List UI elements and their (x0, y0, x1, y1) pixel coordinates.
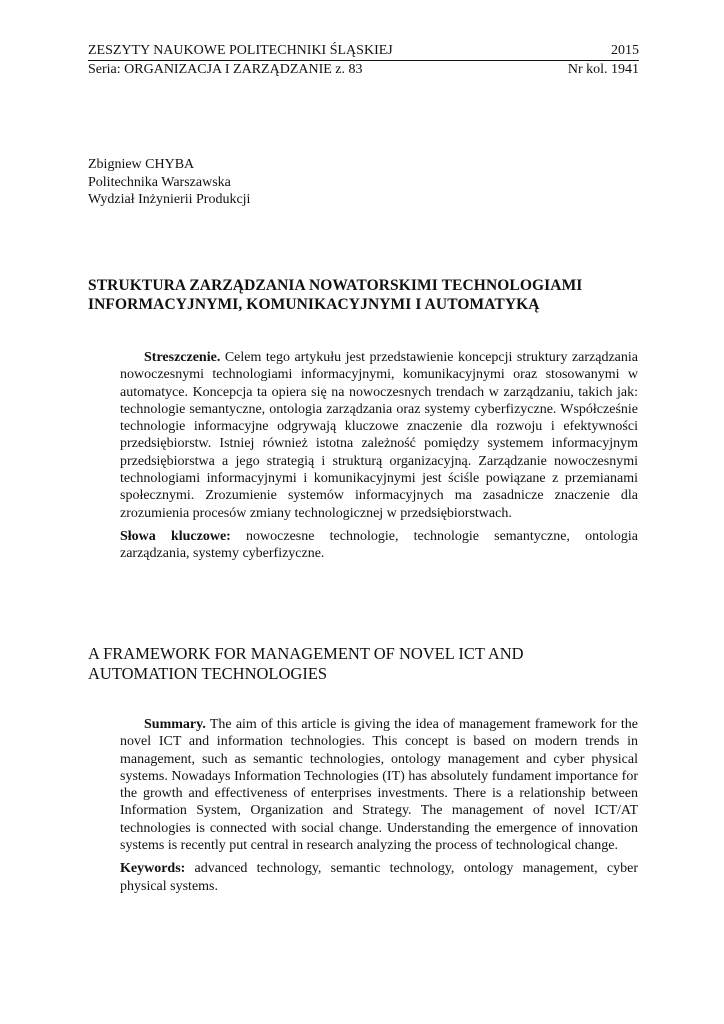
abstract-english-body (120, 716, 638, 854)
abstract-polish-body (120, 349, 638, 522)
running-header-bottom (88, 61, 639, 78)
abstract-polish-label: Streszczenie. (144, 350, 221, 365)
keywords-english-text: advanced technology, semantic technology, ontology management, cyber physical systems. (120, 861, 638, 894)
journal-series: Seria: ORGANIZACJA I ZARZĄDZANIE z. 83 (88, 62, 363, 77)
author-institution: Politechnika Warszawska (88, 174, 231, 190)
abstract-polish-text: Celem tego artykułu jest przedstawienie koncepcji struktury zarządzania nowoczesnymi technologiami informacyjnymi, komunikacyjnymi oraz stosowanymi w automatyce. Koncepcja ta opiera się na nowoczesnych trendach w zarządzaniu, takich jak: technologie semantyczne, ontologia zarządzania oraz systemy cyberfizyczne. Współcześnie technologie informacyjne odgrywają kluczowe znaczenie dla rozwoju i efektywności przedsiębiorstw. Istniej również istotna zależność pomiędzy systemem informacyjnym przedsiębiorstwa a jego strategią i strukturą organizacyjną. Zarządzanie nowoczesnymi technologiami informacyjnymi i komunikacyjnymi jest ściśle powiązane z przemianami społecznymi. Zrozumienie systemów informacyjnych ma zasadnicze znaczenie dla zrozumienia procesów zmiany technologicznej w przedsiębiorstwach. (120, 350, 638, 521)
journal-name: ZESZYTY NAUKOWE POLITECHNIKI ŚLĄSKIEJ (88, 43, 393, 58)
running-header-top (88, 42, 639, 59)
keywords-polish-label: Słowa kluczowe: (120, 528, 231, 544)
title-polish-line-1: STRUKTURA ZARZĄDZANIA NOWATORSKIMI TECHNOLOGIAMI (88, 277, 583, 294)
keywords-english (120, 860, 638, 895)
abstract-polish (120, 349, 638, 563)
title-polish-line-2: INFORMACYJNYMI, KOMUNIKACYJNYMI I AUTOMATYKĄ (88, 296, 540, 313)
abstract-english-text: The aim of this article is giving the idea of management framework for the novel ICT and information technologies. This concept is based on modern trends in management, such as semantic technologies, ontology management and cyber physical systems. Nowadays Information Technologies (IT) has absolutely fundament importance for the growth and effectiveness of enterprises investments. There is a relationship between Information System, Organization and Strategy. The management of novel ICT/AT technologies is connected with social change. Understanding the emergence of innovation systems is recently put central in research analyzing the process of technological change. (120, 717, 638, 854)
title-english-line-1: A FRAMEWORK FOR MANAGEMENT OF NOVEL ICT AND (88, 644, 524, 663)
journal-year: 2015 (611, 43, 639, 58)
author-faculty: Wydział Inżynierii Produkcji (88, 192, 251, 207)
author-block (88, 156, 250, 209)
author-name: Zbigniew CHYBA (88, 157, 195, 172)
keywords-polish (120, 528, 638, 563)
abstract-english (120, 716, 638, 895)
title-english (88, 644, 639, 684)
keywords-polish-text: nowoczesne technologie, technologie semantyczne, ontologia zarządzania, systemy cyberfizyczne. (120, 528, 638, 562)
journal-issue: Nr kol. 1941 (567, 62, 639, 77)
title-polish (88, 276, 639, 314)
abstract-english-label: Summary. (144, 717, 206, 732)
keywords-english-label: Keywords: (120, 861, 186, 877)
title-english-line-2: AUTOMATION TECHNOLOGIES (88, 664, 328, 683)
